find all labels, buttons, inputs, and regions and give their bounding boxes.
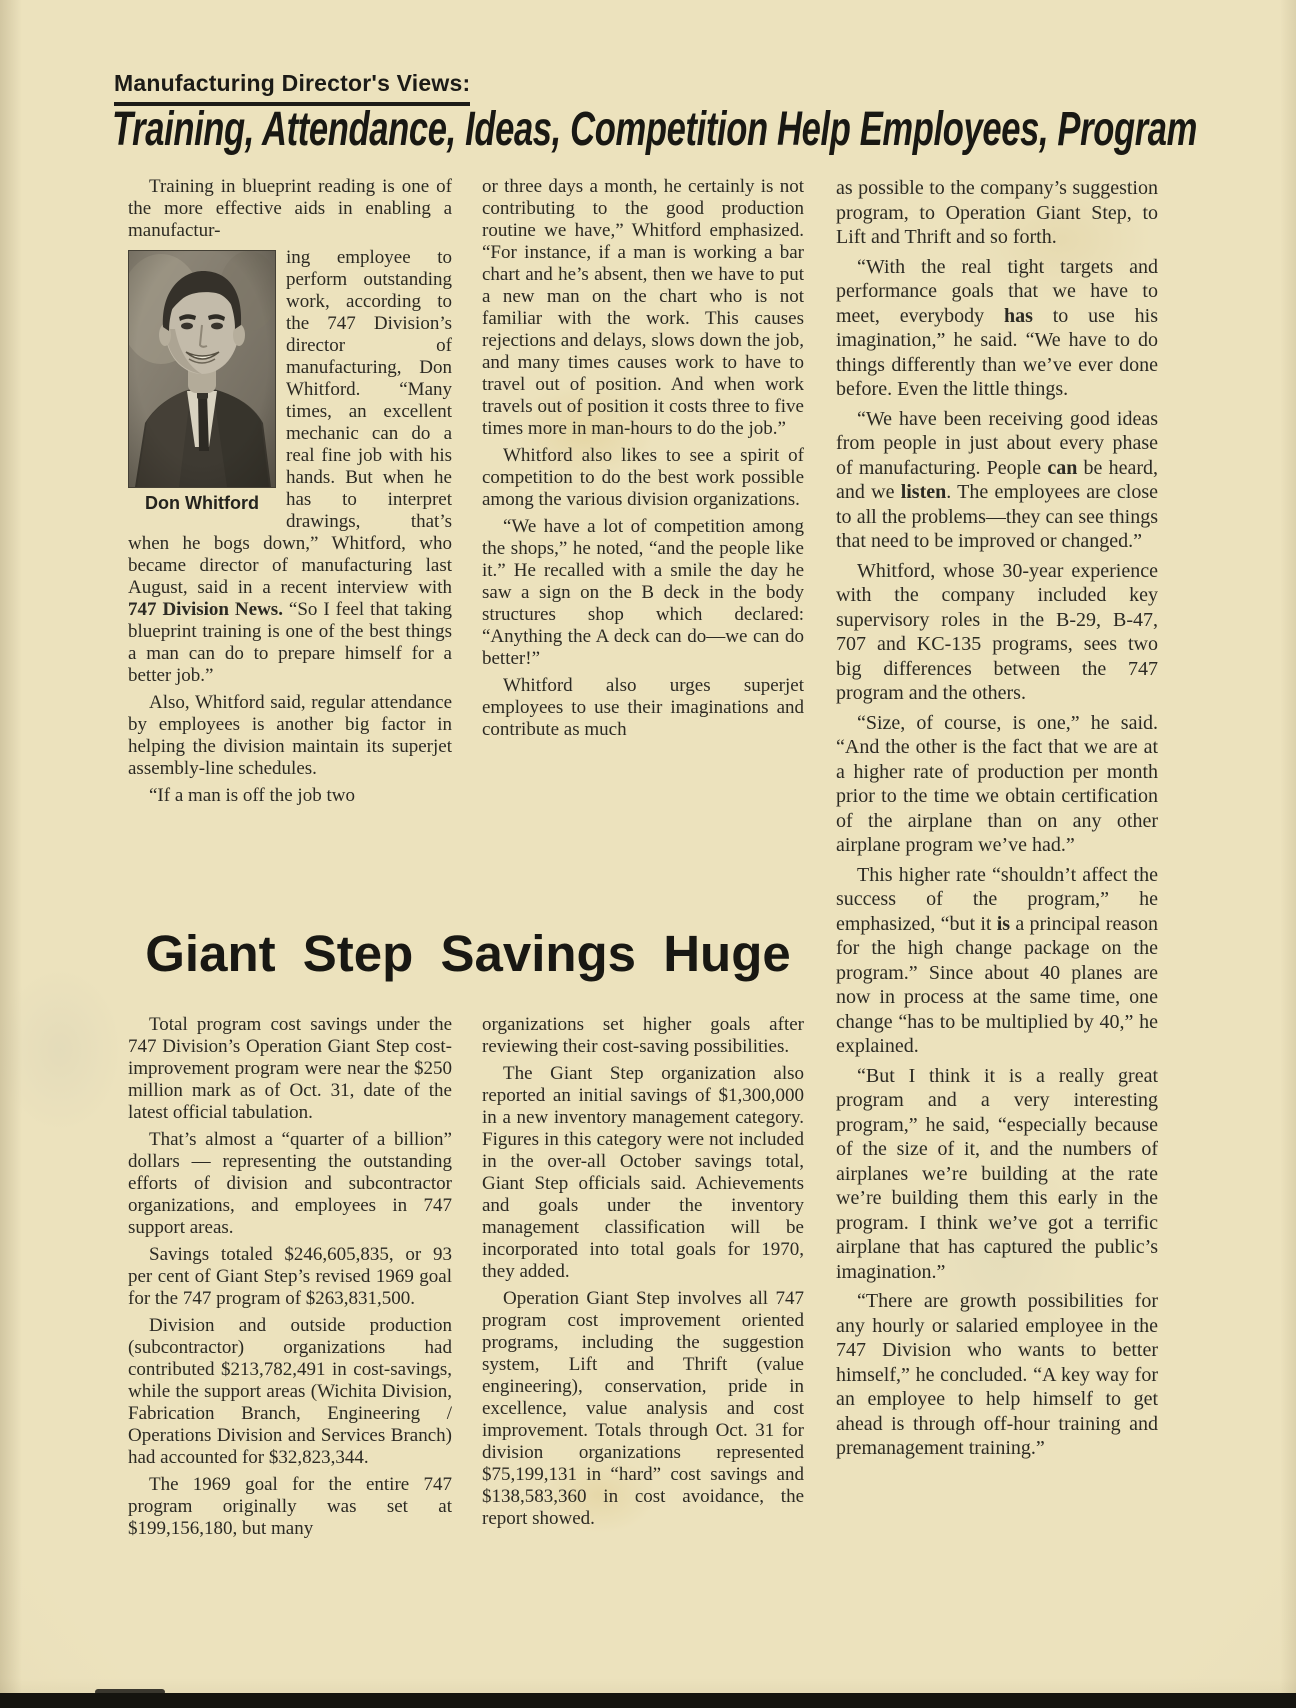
- paragraph: ing employee to perform outstanding work, according to the 747 Division’s director of manufacturing, Don Whitford. “Many times, an excellent mechanic can do a real fine job with his hands. But when he has to interpret drawings, that’s when he bogs down,” Whitford, who became director of manufacturing last August, said in a recent interview with 747 Division News. “So I feel that taking blueprint training is one of the best things a man can do to prepare himself for a better job.”: [128, 247, 452, 686]
- giant-step-column-1: [128, 1014, 452, 1666]
- paragraph: “If a man is off the job two: [149, 785, 355, 806]
- scan-bottom-edge: [0, 1693, 1296, 1708]
- article-column-2: [482, 176, 804, 878]
- paragraph: Also, Whitford said, regular attendance by employees is another big factor in helping the division maintain its superjet assembly-line schedules.: [128, 692, 452, 779]
- paragraph: organizations set higher goals after reviewing their cost-saving possibilities.: [482, 1014, 804, 1057]
- paragraph: “But I think it is a really great program and a very interesting program,” he said, “especially because of the size of it, and the numbers of airplanes we’re building at the rate we’re building them this early in the program. I think we’ve got a terrific airplane that has captured the public’s imagination.”: [836, 1064, 1158, 1283]
- portrait-illustration: [128, 250, 276, 488]
- photo-caption: Don Whitford: [145, 493, 259, 513]
- article-column-1: [128, 176, 452, 920]
- paragraph: “There are growth possibilities for any hourly or salaried employee in the 747 Division who wants to better himself,” he concluded. “A key way for an employee to help himself to get ahead is through off-hour training and premanagement training.”: [836, 1290, 1158, 1459]
- paragraph: Operation Giant Step involves all 747 program cost improvement oriented programs, including the suggestion system, Lift and Thrift (value engineering), conservation, pride in excellence, value analysis and cost improvement. Totals through Oct. 31 for division organizations represented $75,199,131 in “hard” cost savings and $138,583,360 in cost avoidance, the report showed.: [482, 1288, 804, 1529]
- paragraph: That’s almost a “quarter of a billion” dollars — representing the outstanding efforts of division and subcontractor organizations, and employees in 747 support areas.: [128, 1129, 452, 1238]
- paragraph: “Size, of course, is one,” he said. “And the other is the fact that we are at a higher rate of production per month prior to the time we obtain certification of the airplane than on any other airplane program we’ve had.”: [836, 711, 1158, 856]
- paragraph: Whitford also likes to see a spirit of competition to do the best work possible among the various division organizations.: [482, 445, 804, 510]
- paragraph: “With the real tight targets and performance goals that we have to meet, everybody has to use his imagination,” he said. “We have to do things differently than we’ve ever done before. Even the little things.: [836, 255, 1158, 400]
- paragraph: “We have a lot of competition among the shops,” he noted, “and the people like it.” He recalled with a smile the day he saw a sign on the B deck in the body structures shop which declared: “Anything the A deck can do—we can do better!”: [482, 516, 804, 669]
- article-column-3: [836, 176, 1158, 1662]
- paragraph: Division and outside production (subcontractor) organizations had contributed $213,782,491 in cost-savings, while the support areas (Wichita Division, Fabrication Branch, Engineering / Operations Division and Services Branch) had accounted for $32,823,344.: [128, 1315, 452, 1468]
- paragraph: “We have been receiving good ideas from people in just about every phase of manufacturing. People can be heard, and we listen. The employees are close to all the problems—they can see things that need to be improved or changed.”: [836, 407, 1158, 552]
- don-whitford-photo: [128, 250, 276, 513]
- giant-step-headline: Giant Step Savings Huge: [145, 925, 791, 982]
- paragraph: Whitford also urges superjet employees to use their imaginations and contribute as much: [482, 675, 804, 740]
- paragraph: The 1969 goal for the entire 747 program originally was set at $199,156,180, but many: [128, 1474, 452, 1539]
- paragraph: Savings totaled $246,605,835, or 93 per cent of Giant Step’s revised 1969 goal for the 747 program of $263,831,500.: [128, 1244, 452, 1309]
- paragraph: Total program cost savings under the 747 Division’s Operation Giant Step cost-improvement program were near the $250 million mark as of Oct. 31, date of the latest official tabulation.: [128, 1014, 452, 1123]
- paragraph: Whitford, whose 30-year experience with the company included key supervisory roles in the B-29, B-47, 707 and KC-135 programs, sees two big differences between the 747 program and the others.: [836, 559, 1158, 704]
- kicker: Manufacturing Director's Views:: [114, 70, 470, 106]
- main-headline: [112, 102, 1292, 157]
- paragraph: Training in blueprint reading is one of the more effective aids in enabling a manufactur-: [128, 176, 452, 241]
- paragraph: The Giant Step organization also reported an initial savings of $1,300,000 in a new inventory management category. Figures in this category were not included in the over-all October savings total, Giant Step officials said. Achievements and goals under the inventory management classification will be incorporated into total goals for 1970, they added.: [482, 1063, 804, 1282]
- paragraph: as possible to the company’s suggestion program, to Operation Giant Step, to Lift and Thrift and so forth.: [836, 177, 1158, 248]
- main-headline-text: Training, Attendance, Ideas, Competition Help Employees, Program: [112, 103, 1198, 156]
- giant-step-column-2: [482, 1014, 804, 1666]
- paragraph: This higher rate “shouldn’t affect the success of the program,” he emphasized, “but it is a principal reason for the high change package on the program.” Since about 40 planes are now in process at the same time, one change “has to be multiplied by 40,” he explained.: [836, 863, 1158, 1057]
- paragraph: or three days a month, he certainly is not contributing to the good production routine we have,” Whitford emphasized. “For instance, if a man is working a bar chart and he’s absent, then we have to put a new man on the chart who is not familiar with the work. This causes rejections and delays, slows down the job, and many times causes work to have to travel out of position. And when work travels out of position it costs three to five times more in man-hours to do the job.”: [482, 176, 804, 439]
